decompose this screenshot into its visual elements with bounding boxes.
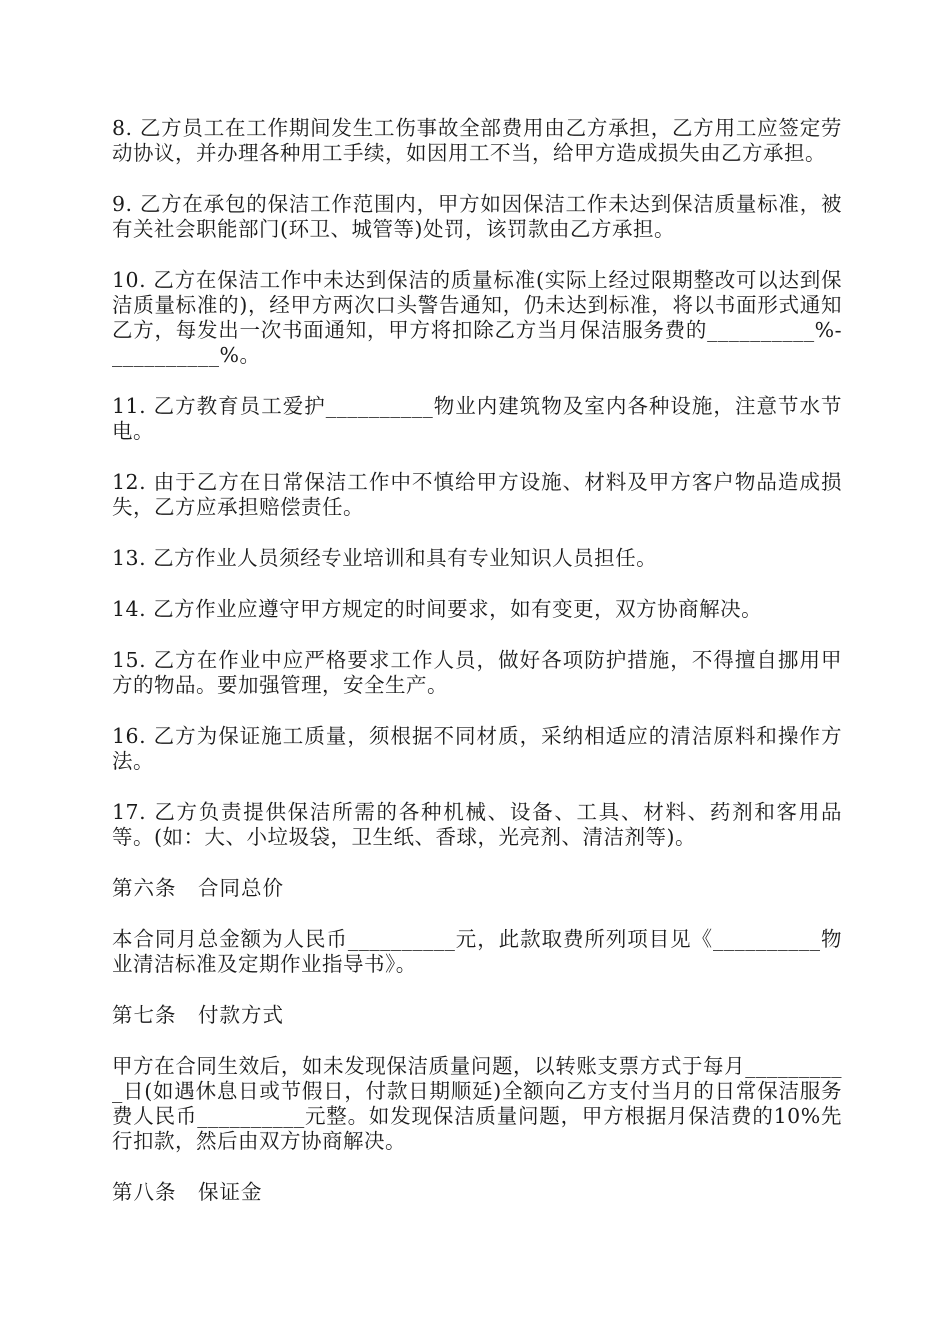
clause-10: 10. 乙方在保洁工作中未达到保洁的质量标准(实际上经过限期整改可以达到保洁质量标准的)，经甲方两次口头警告通知，仍未达到标准，将以书面形式通知乙方，每发出一次书面通知，甲方将扣除乙方当月保洁服务费的__________%-__________%。 xyxy=(112,268,842,367)
clause-8: 8. 乙方员工在工作期间发生工伤事故全部费用由乙方承担，乙方用工应签定劳动协议，并办理各种用工手续，如因用工不当，给甲方造成损失由乙方承担。 xyxy=(112,116,842,165)
clause-13: 13. 乙方作业人员须经专业培训和具有专业知识人员担任。 xyxy=(112,546,658,570)
clause-16: 16. 乙方为保证施工质量，须根据不同材质，采纳相适应的清洁原料和操作方法。 xyxy=(112,724,842,773)
clause-11: 11. 乙方教育员工爱护__________物业内建筑物及室内各种设施，注意节水节电。 xyxy=(112,394,842,443)
clause-17: 17. 乙方负责提供保洁所需的各种机械、设备、工具、材料、药剂和客用品等。(如：大、小垃圾袋，卫生纸、香球，光亮剂、清洁剂等)。 xyxy=(112,800,842,849)
article-7-body: 甲方在合同生效后，如未发现保洁质量问题，以转账支票方式于每月__________日(如遇休息日或节假日，付款日期顺延)全额向乙方支付当月的日常保洁服务费人民币__________元整。如发现保洁质量问题，甲方根据月保洁费的10%先行扣款，然后由双方协商解决。 xyxy=(112,1054,842,1153)
article-6-heading: 第六条 合同总价 xyxy=(112,876,284,900)
clause-9: 9. 乙方在承包的保洁工作范围内，甲方如因保洁工作未达到保洁质量标准，被有关社会职能部门(环卫、城管等)处罚，该罚款由乙方承担。 xyxy=(112,192,842,241)
clause-14: 14. 乙方作业应遵守甲方规定的时间要求，如有变更，双方协商解决。 xyxy=(112,597,763,621)
article-7-heading: 第七条 付款方式 xyxy=(112,1003,284,1027)
article-6-body: 本合同月总金额为人民币__________元，此款取费所列项目见《__________物业清洁标准及定期作业指导书》。 xyxy=(112,927,842,976)
clause-15: 15. 乙方在作业中应严格要求工作人员，做好各项防护措施，不得擅自挪用甲方的物品。要加强管理，安全生产。 xyxy=(112,648,842,697)
article-8-heading: 第八条 保证金 xyxy=(112,1180,263,1204)
clause-12: 12. 由于乙方在日常保洁工作中不慎给甲方设施、材料及甲方客户物品造成损失，乙方应承担赔偿责任。 xyxy=(112,470,842,519)
document-page xyxy=(112,116,842,1205)
